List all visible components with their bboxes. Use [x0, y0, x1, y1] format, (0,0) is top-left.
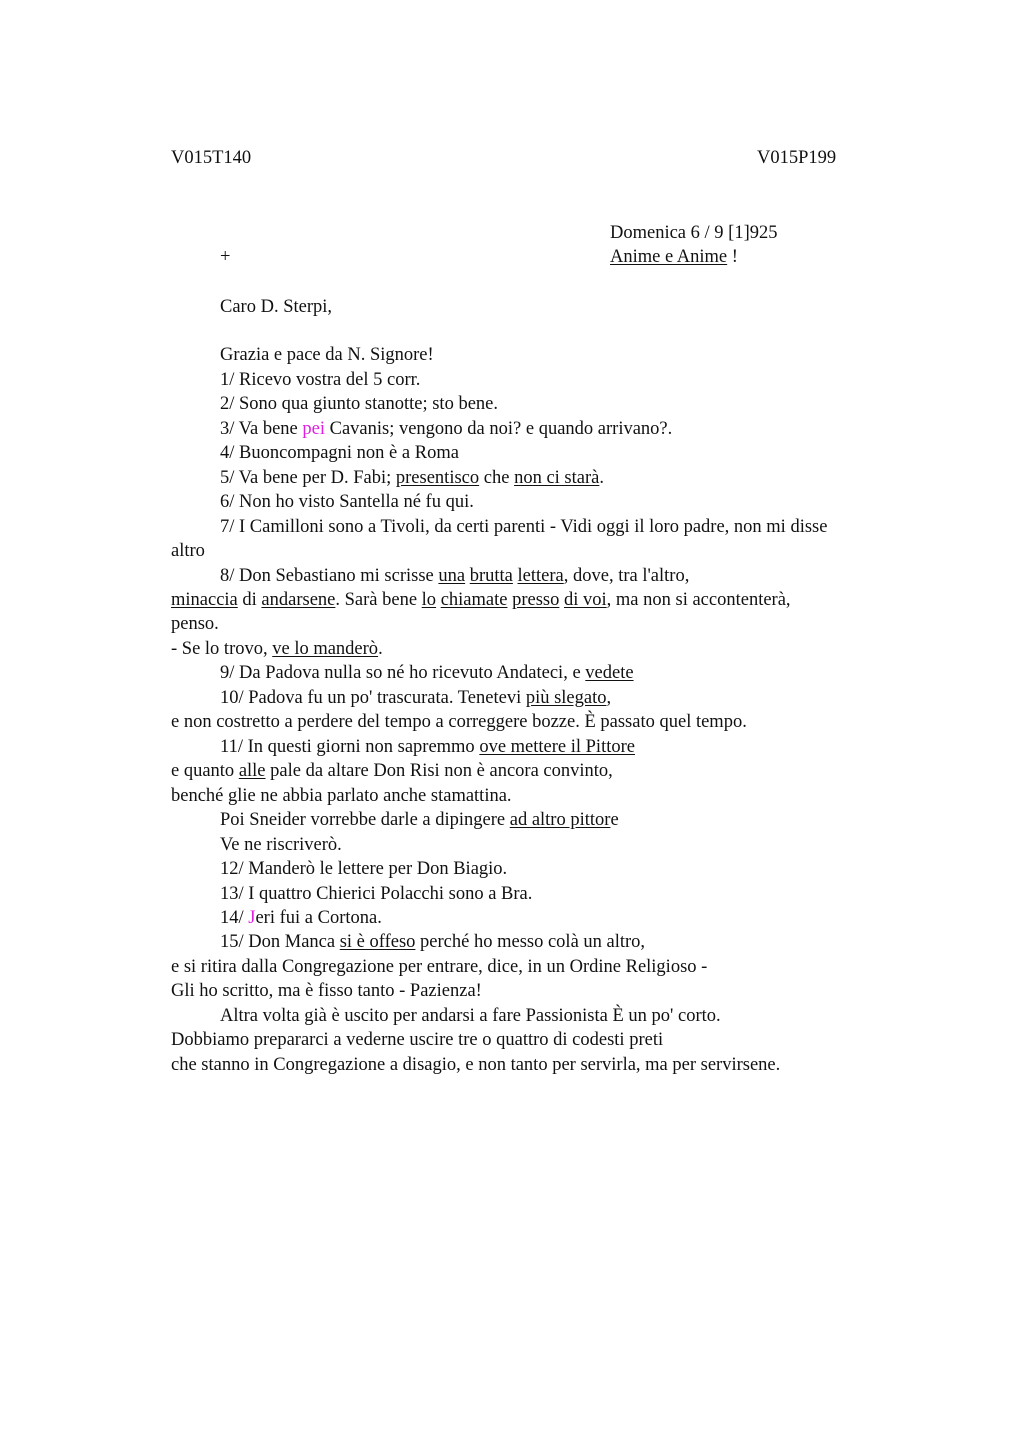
salutation: Caro D. Sterpi,	[220, 297, 333, 317]
item-3: 3/ Va bene pei Cavanis; vengono da noi? e quando arrivano?.	[220, 419, 673, 439]
cross-symbol: +	[220, 247, 231, 267]
item-2: 2/ Sono qua giunto stanotte; sto bene.	[220, 394, 498, 414]
closing-paragraph-line-3: che stanno in Congregazione a disagio, e non tanto per servirla, ma per servirsene.	[171, 1055, 781, 1075]
document-code-left: V015T140	[171, 148, 252, 168]
item-4: 4/ Buoncompagni non è a Roma	[220, 443, 459, 463]
item-8-line-4: - Se lo trovo, ve lo manderò.	[171, 639, 383, 659]
item-10: 10/ Padova fu un po' trascurata. Tenetevi più slegato,	[220, 688, 612, 708]
item-5: 5/ Va bene per D. Fabi; presentisco che non ci starà.	[220, 468, 604, 488]
item-11-line-4: Poi Sneider vorrebbe darle a dipingere ad altro pittore	[220, 810, 619, 830]
item-11-line-2: e quanto alle pale da altare Don Risi non è ancora convinto,	[171, 761, 613, 781]
item-10-continuation: e non costretto a perdere del tempo a correggere bozze. È passato quel tempo.	[171, 712, 747, 732]
document-code-right: V015P199	[757, 148, 837, 168]
greeting: Grazia e pace da N. Signore!	[220, 345, 434, 365]
closing-paragraph-line-1: Altra volta già è uscito per andarsi a fare Passionista È un po' corto.	[220, 1006, 721, 1026]
item-11: 11/ In questi giorni non sapremmo ove mettere il Pittore	[220, 737, 635, 757]
letter-date: Domenica 6 / 9 [1]925	[610, 223, 778, 243]
item-15-line-2: e si ritira dalla Congregazione per entrare, dice, in un Ordine Religioso -	[171, 957, 708, 977]
item-11-line-3: benché glie ne abbia parlato anche stamattina.	[171, 786, 512, 806]
item-14: 14/ Jeri fui a Cortona.	[220, 908, 382, 928]
motto-underlined: Anime e Anime	[610, 247, 728, 267]
motto-tail: !	[727, 247, 738, 267]
closing-paragraph-line-2: Dobbiamo prepararci a vederne uscire tre o quattro di codesti preti	[171, 1030, 664, 1050]
letter-motto	[610, 245, 738, 269]
highlighted-letter: J	[248, 908, 256, 928]
item-15: 15/ Don Manca si è offeso perché ho messo colà un altro,	[220, 932, 646, 952]
item-1: 1/ Ricevo vostra del 5 corr.	[220, 370, 421, 390]
item-7-continuation: altro	[171, 541, 205, 561]
item-8-line-3: penso.	[171, 614, 219, 634]
item-9: 9/ Da Padova nulla so né ho ricevuto Andateci, e vedete	[220, 663, 634, 683]
item-8: 8/ Don Sebastiano mi scrisse una brutta lettera, dove, tra l'altro,	[220, 566, 690, 586]
highlighted-word: pei	[302, 419, 325, 439]
item-6: 6/ Non ho visto Santella né fu qui.	[220, 492, 474, 512]
item-8-line-2: minaccia di andarsene. Sarà bene lo chiamate presso di voi, ma non si accontenterà,	[171, 590, 791, 610]
item-15-line-3: Gli ho scritto, ma è fisso tanto - Pazienza!	[171, 981, 482, 1001]
item-12: 12/ Manderò le lettere per Don Biagio.	[220, 859, 508, 879]
item-7: 7/ I Camilloni sono a Tivoli, da certi parenti - Vidi oggi il loro padre, non mi disse	[220, 517, 828, 537]
item-13: 13/ I quattro Chierici Polacchi sono a Bra.	[220, 884, 533, 904]
item-11-line-5: Ve ne riscriverò.	[220, 835, 342, 855]
